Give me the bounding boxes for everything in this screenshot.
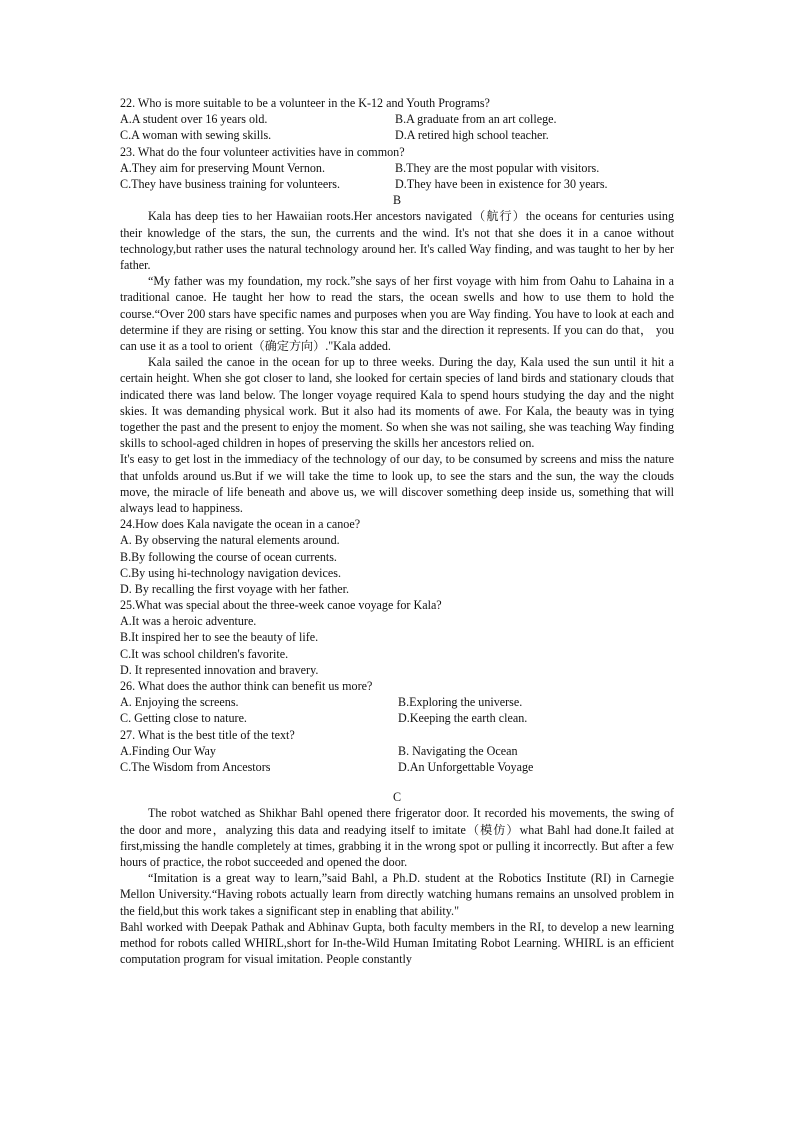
q24-option-b: B.By following the course of ocean currents.	[120, 549, 337, 564]
q25-option-a: A.It was a heroic adventure.	[120, 614, 257, 629]
section-c-paragraph-3: Bahl worked with Deepak Pathak and Abhinav Gupta, both faculty members in the RI, to develop a new learning method for robots called WHIRL,short for In-the-Wild Human Imitating Robot Learning. WHIRL is an efficient computation program for visual imitation. People constantly	[120, 919, 674, 967]
section-c-paragraph-1: The robot watched as Shikhar Bahl opened there frigerator door. It recorded his movements, the swing of the door and more，analyzing this data and readying itself to imitate（模仿）what Bahl had done.It failed at first,missing the handle completely at times, grabbing it in the wrong spot or pulling it incorrectly. But after a few hours of practice, the robot succeeded and opened the door.	[120, 806, 674, 869]
q26-option-a: A. Enjoying the screens.	[120, 695, 239, 710]
q22-option-d: D.A retired high school teacher.	[395, 128, 549, 143]
q25-option-d: D. It represented innovation and bravery.	[120, 662, 319, 677]
q26-question: 26. What does the author think can benefit us more?	[120, 679, 373, 694]
q27-option-d: D.An Unforgettable Voyage	[398, 759, 534, 774]
q23-option-a: A.They aim for preserving Mount Vernon.	[120, 160, 325, 175]
q22-options-row-1	[120, 111, 674, 127]
q27-option-c: C.The Wisdom from Ancestors	[120, 759, 271, 774]
q23-option-d: D.They have been in existence for 30 years.	[395, 176, 608, 191]
q26-option-c: C. Getting close to nature.	[120, 711, 247, 726]
q27-option-a: A.Finding Our Way	[120, 743, 216, 758]
q23-options-row-1	[120, 160, 674, 176]
q27-options-row-2	[120, 759, 674, 775]
q23-question: 23. What do the four volunteer activities have in common?	[120, 144, 405, 159]
q26-options-row-2	[120, 710, 674, 726]
q25-question: 25.What was special about the three-week canoe voyage for Kala?	[120, 598, 442, 613]
q27-question: 27. What is the best title of the text?	[120, 727, 295, 742]
q27-option-b: B. Navigating the Ocean	[398, 743, 518, 758]
q22-question: 22. Who is more suitable to be a volunteer in the K-12 and Youth Programs?	[120, 96, 490, 110]
section-b-paragraph-3: Kala sailed the canoe in the ocean for up to three weeks. During the day, Kala used the sun until it hit a certain height. When she got closer to land, she looked for certain species of land birds and stationary clouds that indicated there was land below. The longer voyage required Kala to spend hours studying the day and the night skies. It was demanding physical work. But it also had its moments of awe. For Kala, the beauty was in tying together the past and the present to enjoy the moment. So when she was not sailing, she was teaching Way finding skills to school-aged children in hopes of preserving the skills her ancestors relied on.	[120, 355, 674, 451]
q23-option-c: C.They have business training for volunteers.	[120, 176, 340, 191]
q24-option-c: C.By using hi-technology navigation devices.	[120, 565, 342, 580]
section-spacer	[120, 775, 674, 789]
section-b-paragraph-4: It's easy to get lost in the immediacy of the technology of our day, to be consumed by screens and miss the nature that unfolds around us.But if we will take the time to look up, to see the stars and the sun, the way the clouds move, the miracle of life beneath and above us, we will discover something deep inside us, something that will always lead to happiness.	[120, 452, 674, 515]
section-b-paragraph-2: “My father was my foundation, my rock.”she says of her first voyage with him from Oahu to Lahaina in a traditional canoe. He taught her how to read the stars, the ocean swells and how to use them to hold the course.“Over 200 stars have specific names and purposes when you are Way finding. You have to look at each and determine if they are rising or setting. You know this star and the direction it represents. If you can do that， you can use it as a tool to orient（确定方向）."Kala added.	[120, 274, 674, 353]
q26-option-b: B.Exploring the universe.	[398, 695, 523, 710]
q22-option-b: B.A graduate from an art college.	[395, 112, 557, 127]
q25-option-c: C.It was school children's favorite.	[120, 646, 289, 661]
section-b-label: B	[392, 193, 402, 208]
q26-options-row-1	[120, 694, 674, 710]
q25-option-b: B.It inspired her to see the beauty of life.	[120, 630, 319, 645]
section-c-label: C	[392, 790, 402, 805]
q22-option-c: C.A woman with sewing skills.	[120, 128, 272, 143]
q24-option-d: D. By recalling the first voyage with her father.	[120, 581, 350, 596]
section-b-paragraph-1: Kala has deep ties to her Hawaiian roots.Her ancestors navigated（航行）the oceans for centuries using their knowledge of the stars, the sun, the currents and the wind. It's not that she does it in a canoe without technology,but rather uses the natural technology around her. It's called Way finding, and was taught to her by her father.	[120, 209, 674, 272]
q22-option-a: A.A student over 16 years old.	[120, 112, 268, 127]
q26-option-d: D.Keeping the earth clean.	[398, 711, 528, 726]
q27-options-row-1	[120, 743, 674, 759]
q22-options-row-2	[120, 127, 674, 143]
q23-options-row-2	[120, 176, 674, 192]
q24-question: 24.How does Kala navigate the ocean in a canoe?	[120, 517, 361, 532]
document-page	[120, 95, 674, 967]
q24-option-a: A. By observing the natural elements around.	[120, 533, 340, 548]
q23-option-b: B.They are the most popular with visitors.	[395, 160, 600, 175]
section-c-paragraph-2: “Imitation is a great way to learn,”said Bahl, a Ph.D. student at the Robotics Institute (RI) in Carnegie Mellon University.“Having robots actually learn from directly watching humans remains an unsolved problem in the field,but this work takes a significant step in enabling that ability."	[120, 871, 674, 918]
